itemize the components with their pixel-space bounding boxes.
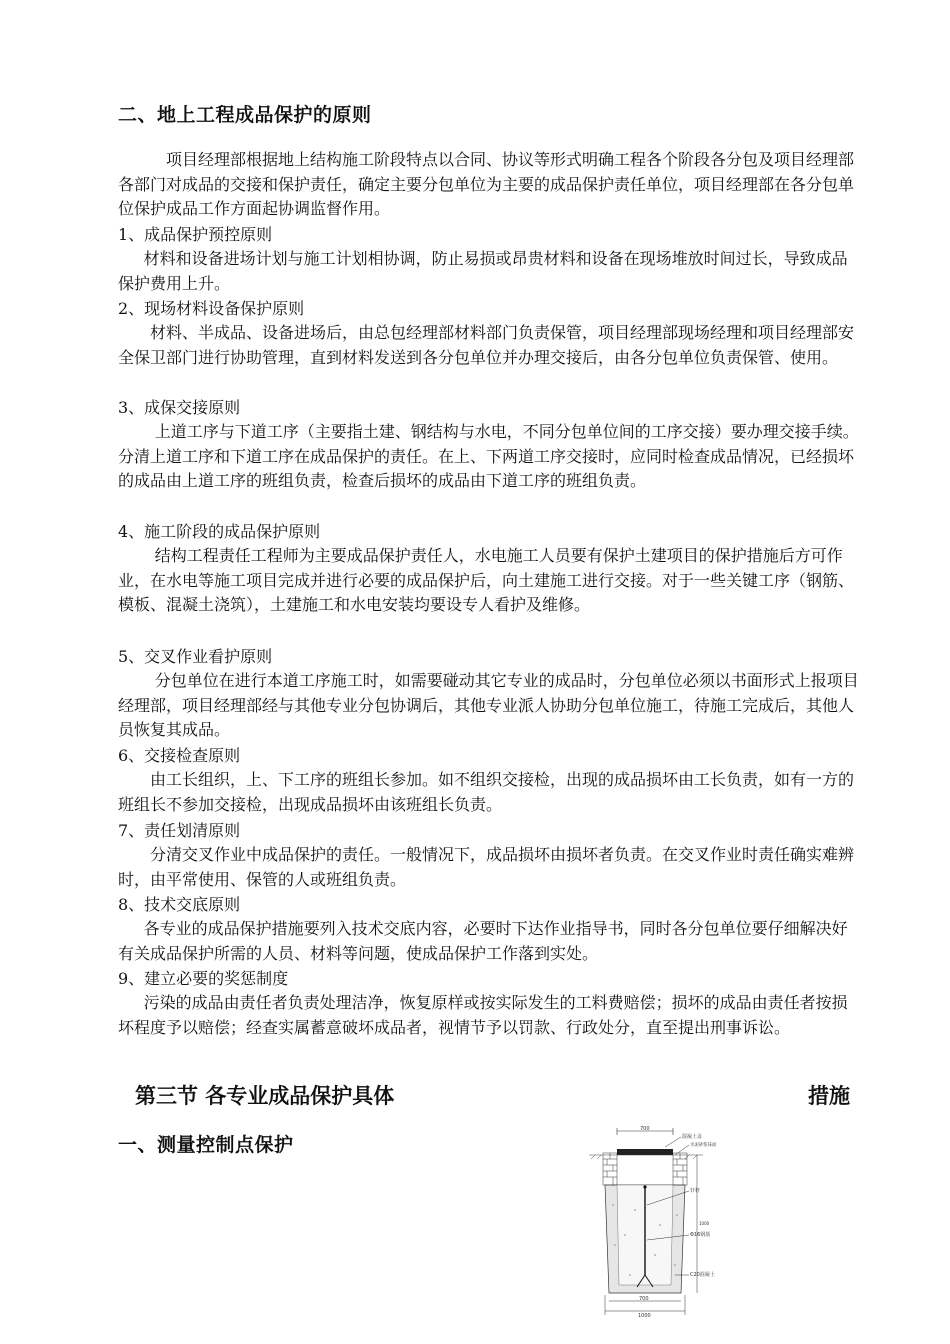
principle-title-5: 5、交叉作业看护原则 <box>118 647 273 666</box>
principle-text-5: 分包单位在进行本道工序施工时，如需要碰动其它专业的成品时，分包单位必须以书面形式上报项目经理部，项目经理部经与其他专业分包协调后，其他专业派人协助分包单位施工，待施工完成后，其他人员恢复其成品。 <box>118 671 859 739</box>
principle-text-9: 污染的成品由责任者负责处理洁净，恢复原样或按实际发生的工料费赔偿；损坏的成品由责任者按损坏程度予以赔偿；经查实属蓄意破坏成品者，视情节予以罚款、行政处分，直至提出刑事诉讼。 <box>118 993 848 1037</box>
rebar-label: Φ16钢筋 <box>690 1232 711 1238</box>
principle-title-4: 4、施工阶段的成品保护原则 <box>118 522 321 541</box>
pole-label: 钎杆 <box>690 1188 701 1194</box>
principle-title-2: 2、现场材料设备保护原则 <box>118 299 305 318</box>
principle-text-4: 结构工程责任工程师为主要成品保护责任人，水电施工人员要有保护土建项目的保护措施后方可作业，在水电等施工项目完成并进行必要的成品保护后，向土建施工进行交接。对于一些关键工序（钢筋、模板、混凝土浇筑），土建施工和水电安装均要设专人看护及维修。 <box>118 546 855 614</box>
concrete-label: C20混凝土 <box>690 1272 715 1278</box>
principle-text-7: 分清交叉作业中成品保护的责任。一般情况下，成品损坏由损坏者负责。在交叉作业时责任确实难辨时，由平常使用、保管的人或班组负责。 <box>118 845 855 889</box>
principle-title-1: 1、成品保护预控原则 <box>118 225 273 244</box>
cover-label: 混凝土盖 <box>682 1134 703 1140</box>
mortar-label: 水泥砂浆抹面 <box>690 1143 717 1148</box>
principle-title-9: 9、建立必要的奖惩制度 <box>118 969 289 988</box>
subsection-heading: 一、测量控制点保护 <box>118 1134 294 1156</box>
principle-text-6: 由工长组织，上、下工序的班组长参加。如不组织交接检，出现的成品损坏由工长负责，如有一方的班组长不参加交接检，出现成品损坏由该班组长负责。 <box>118 770 855 814</box>
principle-title-8: 8、技术交底原则 <box>118 895 241 914</box>
principle-title-7: 7、责任划清原则 <box>118 821 241 840</box>
principle-title-6: 6、交接检查原则 <box>118 746 241 765</box>
section-title-tail: 措施 <box>808 1084 850 1108</box>
top-dimension-label: 700 <box>640 1126 650 1132</box>
principle-text-3: 上道工序与下道工序（主要指土建、钢结构与水电，不同分包单位间的工序交接）要办理交接手续。分清上道工序和下道工序在成品保护的责任。在上、下两道工序交接时，应同时检查成品情况，已经损坏的成品由上道工序的班组负责，检查后损坏的成品由下道工序的班组负责。 <box>118 422 859 490</box>
principle-title-3: 3、成保交接原则 <box>118 398 241 417</box>
section-heading: 二、地上工程成品保护的原则 <box>118 104 372 126</box>
depth-label: 1000 <box>699 1221 710 1226</box>
principle-text-2: 材料、半成品、设备进场后，由总包经理部材料部门负责保管，项目经理部现场经理和项目经理部安全保卫部门进行协助管理，直到材料发送到各分包单位并办理交接后，由各分包单位负责保管、使用。 <box>118 323 855 367</box>
intro-paragraph: 项目经理部根据地上结构施工阶段特点以合同、协议等形式明确工程各个阶段各分包及项目经理部各部门对成品的交接和保护责任，确定主要分包单位为主要的成品保护责任单位，项目经理部在各分包单位保护成品工作方面起协调监督作用。 <box>118 150 855 218</box>
principle-text-1: 材料和设备进场计划与施工计划相协调，防止易损或昂贵材料和设备在现场堆放时间过长，导致成品保护费用上升。 <box>118 249 848 293</box>
bottom-outer-dimension: 1000 <box>638 1313 651 1319</box>
control-point-diagram <box>585 1125 725 1325</box>
section-title: 第三节 各专业成品保护具体 <box>135 1084 395 1108</box>
bottom-inner-dimension: 700 <box>639 1296 649 1302</box>
principle-text-8: 各专业的成品保护措施要列入技术交底内容，必要时下达作业指导书，同时各分包单位要仔细解决好有关成品保护所需的人员、材料等问题，使成品保护工作落到实处。 <box>118 919 848 963</box>
